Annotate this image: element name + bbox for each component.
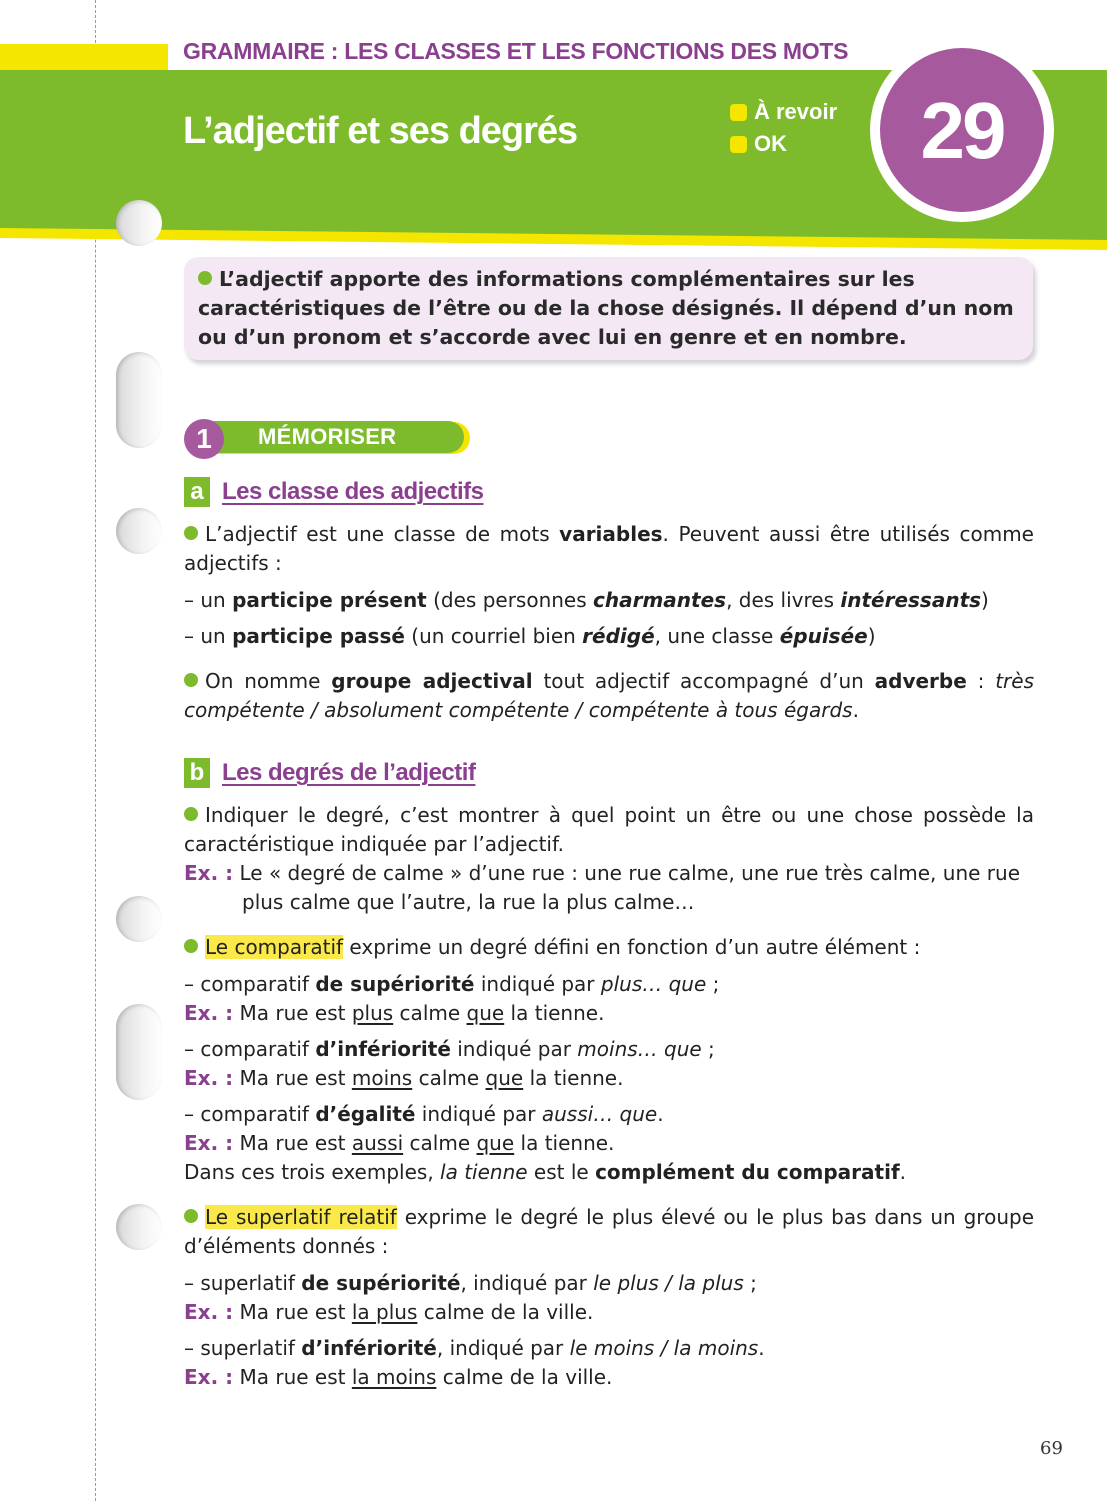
highlight-superlatif: Le superlatif relatif xyxy=(205,1205,397,1229)
paragraph: Le comparatif exprime un degré défini en fonction d’un autre élément : xyxy=(184,933,1034,962)
bullet-icon xyxy=(184,526,198,540)
checkbox-icon[interactable] xyxy=(730,104,747,121)
category-title: GRAMMAIRE : LES CLASSES ET LES FONCTIONS DES MOTS xyxy=(183,38,849,64)
subsection-b-content xyxy=(184,801,1034,1392)
example: Ex. : Ma rue est plus calme que la tienne. xyxy=(184,1001,605,1025)
bullet-icon xyxy=(184,939,198,953)
subsection-b-header xyxy=(184,758,475,788)
status-review-label: À revoir xyxy=(754,99,838,124)
list-item: – comparatif d’égalité indiqué par aussi… que. xyxy=(184,1102,664,1126)
binder-hole xyxy=(116,1204,162,1250)
status-ok-item[interactable] xyxy=(730,128,837,160)
intro-box xyxy=(184,257,1033,360)
list-item: – comparatif d’infériorité indiqué par moins… que ; xyxy=(184,1037,715,1061)
subsection-a-header xyxy=(184,477,484,507)
bullet-icon xyxy=(184,807,198,821)
intro-text: L’adjectif apporte des informations complémentaires sur les caractéristiques de l’être ou de la chose désignés. Il dépend d’un nom ou d’un pronom et s’accorde avec lui en genre et en nombre. xyxy=(198,267,1014,349)
status-checklist xyxy=(730,96,837,160)
subsection-title: Les classe des adjectifs xyxy=(222,478,484,505)
subsection-a-content xyxy=(184,520,1034,725)
binder-hole xyxy=(116,508,162,554)
list-item: – comparatif de supériorité indiqué par plus… que ; xyxy=(184,972,720,996)
chapter-number: 29 xyxy=(920,86,1004,175)
list-item: – un participe passé (un courriel bien rédigé, une classe épuisée) xyxy=(184,624,876,648)
status-review-item[interactable] xyxy=(730,96,837,128)
subsection-title: Les degrés de l’adjectif xyxy=(222,759,476,786)
page-number: 69 xyxy=(1040,1438,1063,1459)
bullet-icon xyxy=(184,673,198,687)
section-number: 1 xyxy=(184,419,224,459)
list-item: – superlatif d’infériorité, indiqué par le moins / la moins. xyxy=(184,1336,765,1360)
binder-hole xyxy=(116,1004,162,1100)
paragraph: Indiquer le degré, c’est montrer à quel point un être ou une chose possède la caractéristique indiquée par l’adjectif. xyxy=(184,803,1034,856)
highlight-comparatif: Le comparatif xyxy=(205,935,344,959)
example: Ex. : Ma rue est aussi calme que la tienne. xyxy=(184,1131,615,1155)
paragraph: L’adjectif est une classe de mots variables. Peuvent aussi être utilisés comme adjectifs : xyxy=(184,522,1034,575)
checkbox-icon[interactable] xyxy=(730,136,747,153)
paragraph: Le superlatif relatif exprime le degré le plus élevé ou le plus bas dans un groupe d’éléments donnés : xyxy=(184,1205,1034,1258)
example: Ex. : Le « degré de calme » d’une rue : une rue calme, une rue très calme, une rue plus calme que l’autre, la rue la plus calme… xyxy=(184,861,1020,914)
note: Dans ces trois exemples, la tienne est le complément du comparatif. xyxy=(184,1160,907,1184)
section-1-header xyxy=(184,420,474,456)
example: Ex. : Ma rue est moins calme que la tienne. xyxy=(184,1066,624,1090)
example: Ex. : Ma rue est la moins calme de la ville. xyxy=(184,1365,613,1389)
binder-hole xyxy=(116,896,162,942)
subsection-letter: b xyxy=(184,758,210,788)
status-ok-label: OK xyxy=(754,131,787,156)
list-item: – superlatif de supériorité, indiqué par le plus / la plus ; xyxy=(184,1271,757,1295)
example: Ex. : Ma rue est la plus calme de la ville. xyxy=(184,1300,594,1324)
chapter-title: L’adjectif et ses degrés xyxy=(183,110,578,152)
list-item: – un participe présent (des personnes charmantes, des livres intéressants) xyxy=(184,588,989,612)
bullet-icon xyxy=(198,271,212,285)
bullet-icon xyxy=(184,1209,198,1223)
subsection-letter: a xyxy=(184,477,210,507)
paragraph: On nomme groupe adjectival tout adjectif accompagné d’un adverbe : très compétente / absolument compétente / compétente à tous égards. xyxy=(184,669,1034,722)
section-label: MÉMORISER xyxy=(206,421,464,453)
binder-hole xyxy=(116,200,162,246)
binder-hole xyxy=(116,352,162,448)
